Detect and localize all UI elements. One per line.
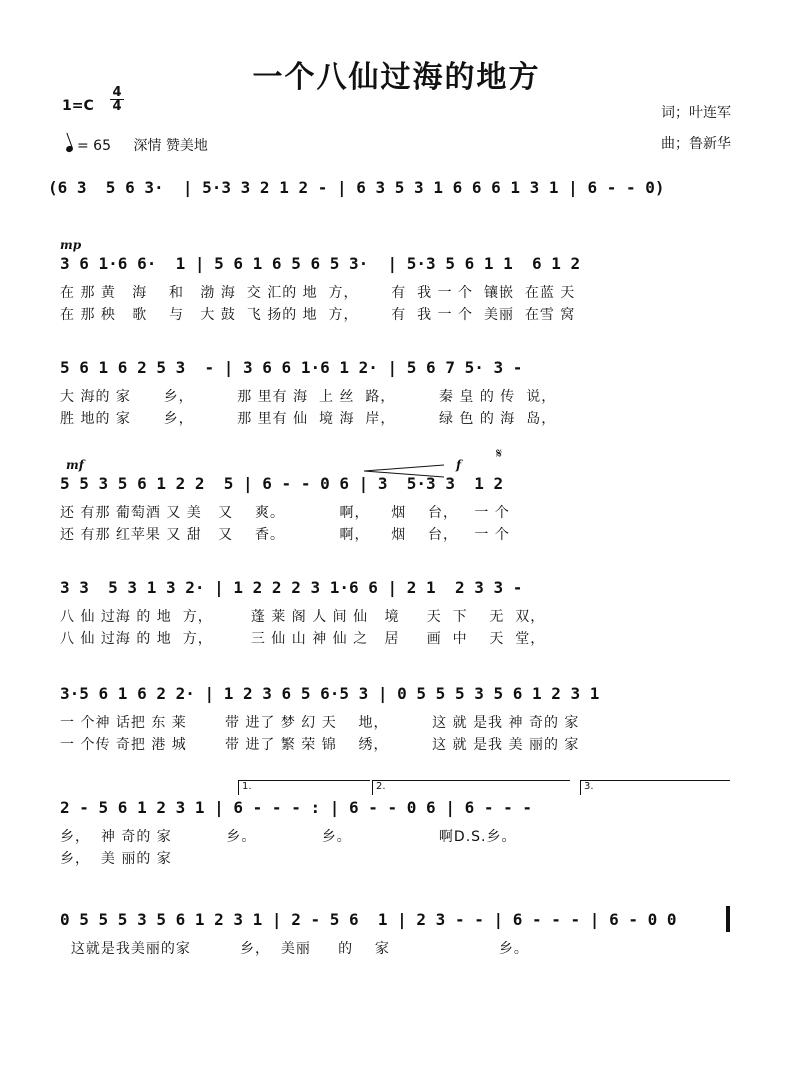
- volta-1: 1.: [238, 780, 370, 795]
- score-system-6: [60, 780, 730, 870]
- lyric-verse-1: 八 仙 过海 的 地 方， 蓬 莱 阁 人 间 仙 境 天 下 无 双，: [60, 609, 546, 625]
- lyricist-credit: 词；叶连军: [661, 105, 731, 121]
- time-signature-top: 4: [110, 86, 124, 100]
- lyric-verse-1: 在 那 黄 海 和 渤 海 交 汇的 地 方， 有 我 一 个 镶嵌 在蓝 天: [60, 285, 576, 301]
- time-signature: [110, 86, 124, 113]
- notes-line: 3 6 1·6 6· 1 | 5 6 1 6 5 6 5 3· | 5·3 5 6 1 1 6 1 2: [60, 254, 581, 273]
- notes-line: (6 3 5 6 3· | 5·3 3 2 1 2 - | 6 3 5 3 1 6 6 6 1 3 1 | 6 - - 0): [48, 178, 665, 197]
- dynamic-mf: mf: [66, 458, 84, 472]
- composer-credit: 曲；鲁新华: [661, 136, 731, 152]
- lyric-verse-2: 还 有那 红苹果 又 甜 又 香。 啊， 烟 台， 一 个: [60, 527, 510, 543]
- lyric-verse-1: 乡， 神 奇的 家 乡。 乡。 啊D.S.乡。: [60, 829, 517, 845]
- lyric-verse-2: 胜 地的 家 乡， 那 里有 仙 境 海 岸， 绿 色 的 海 岛，: [60, 411, 557, 427]
- score-system-coda: [60, 896, 730, 966]
- score-system-4: [60, 576, 730, 656]
- notes-line: 0 5 5 5 3 5 6 1 2 3 1 | 2 - 5 6 1 | 2 3 - - | 6 - - - | 6 - 0 0: [60, 910, 677, 929]
- score-system-2: [60, 356, 730, 436]
- volta-2: 2.: [372, 780, 570, 795]
- score-system-1: [60, 238, 730, 328]
- lyric-verse-1: 还 有那 葡萄酒 又 美 又 爽。 啊， 烟 台， 一 个: [60, 505, 510, 521]
- key-signature: 1=C: [62, 98, 94, 114]
- quarter-note-icon: [65, 145, 74, 153]
- lyric-verse-2: 乡， 美 丽的 家: [60, 851, 172, 867]
- time-signature-bottom: 4: [112, 99, 122, 114]
- lyric-verse-1: 一 个神 话把 东 莱 带 进了 梦 幻 天 地， 这 就 是我 神 奇的 家: [60, 715, 580, 731]
- volta-3: 3.: [580, 780, 730, 795]
- dynamic-f: f: [456, 458, 462, 472]
- score-system-3: [60, 446, 730, 548]
- lyric-verse-2: 在 那 秧 歌 与 大 鼓 飞 扬的 地 方， 有 我 一 个 美丽 在雪 窝: [60, 307, 576, 323]
- segno-icon: 𝄋: [496, 446, 503, 462]
- score-system-5: [60, 682, 730, 762]
- notes-line: 2 - 5 6 1 2 3 1 | 6 - - - : | 6 - - 0 6 | 6 - - -: [60, 798, 533, 817]
- final-barline: [726, 906, 730, 932]
- tempo-value: = 65: [77, 138, 111, 154]
- lyric-verse-2: 八 仙 过海 的 地 方， 三 仙 山 神 仙 之 居 画 中 天 堂，: [60, 631, 546, 647]
- expression-text: 深情 赞美地: [133, 138, 208, 154]
- lyric-verse-2: 一 个传 奇把 港 城 带 进了 繁 荣 锦 绣， 这 就 是我 美 丽的 家: [60, 737, 580, 753]
- page-title: 一个八仙过海的地方: [252, 60, 541, 95]
- lyric-verse-1: 这就是我美丽的家 乡， 美丽 的 家 乡。: [60, 941, 529, 957]
- notes-line: 3 3 5 3 1 3 2· | 1 2 2 2 3 1·6 6 | 2 1 2 3 3 -: [60, 578, 523, 597]
- notes-line: 5 5 3 5 6 1 2 2 5 | 6 - - 0 6 | 3 5·3 3 1 2: [60, 474, 504, 493]
- lyric-verse-1: 大 海的 家 乡， 那 里有 海 上 丝 路， 秦 皇 的 传 说，: [60, 389, 557, 405]
- notes-line: 3·5 6 1 6 2 2· | 1 2 3 6 5 6·5 3 | 0 5 5 5 3 5 6 1 2 3 1: [60, 684, 600, 703]
- notes-line: 5 6 1 6 2 5 3 - | 3 6 6 1·6 1 2· | 5 6 7 5· 3 -: [60, 358, 523, 377]
- tempo-marking: [66, 135, 208, 155]
- dynamic-mp: mp: [60, 238, 82, 252]
- score-system-intro: [48, 178, 730, 208]
